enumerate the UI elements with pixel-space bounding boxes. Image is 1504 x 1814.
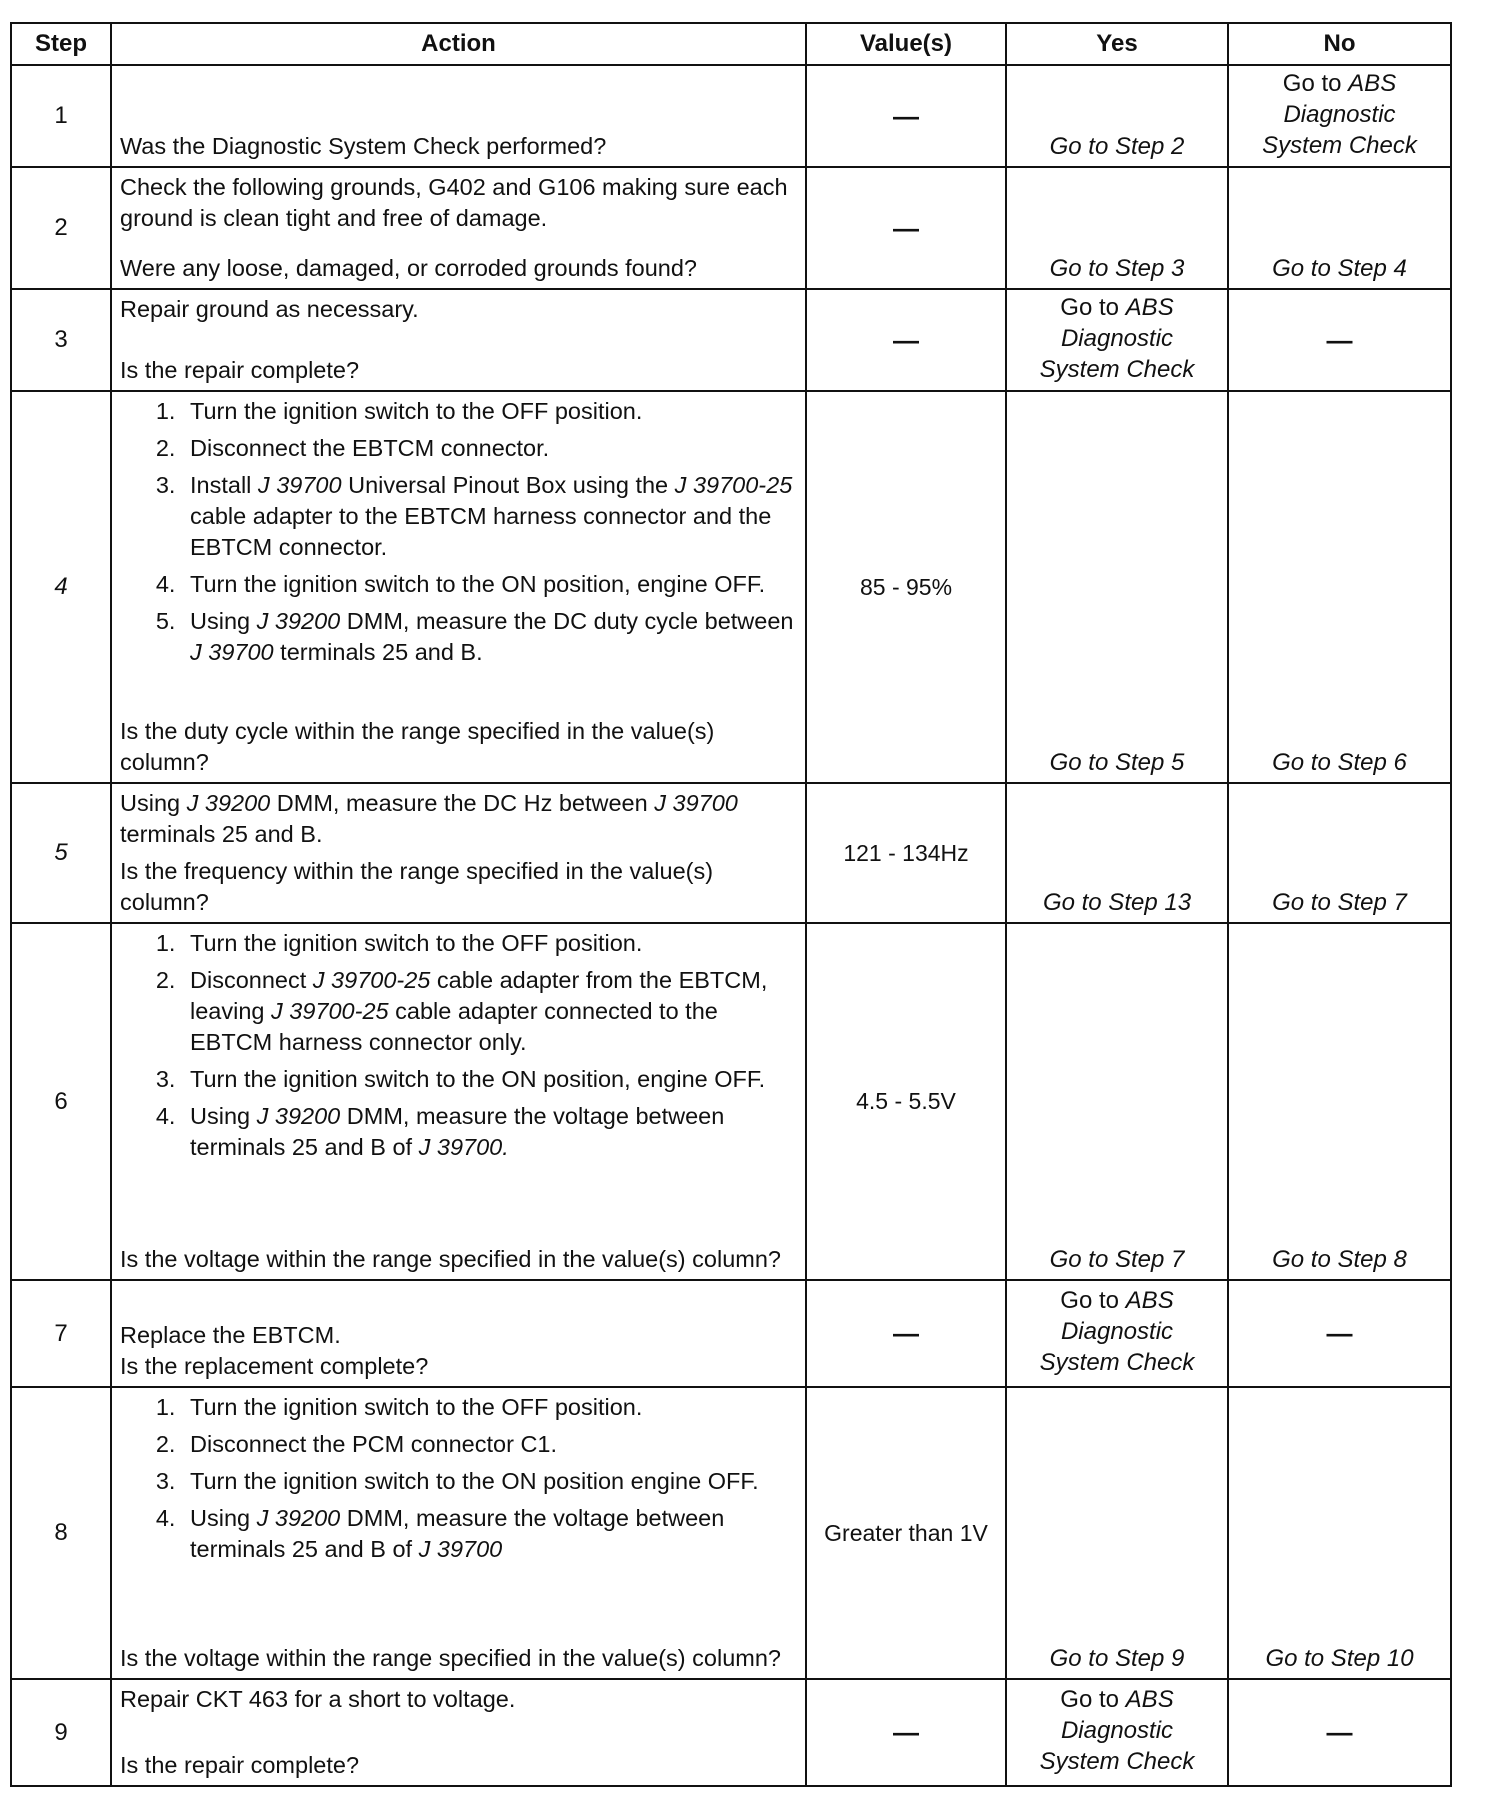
yes-cell: Go to Step 5 bbox=[1006, 391, 1228, 783]
action-question: Is the replacement complete? bbox=[120, 1353, 429, 1379]
yes-cell: Go to Step 9 bbox=[1006, 1387, 1228, 1679]
action-cell bbox=[111, 167, 806, 289]
no-cell: Go to Step 7 bbox=[1228, 783, 1451, 923]
value-cell: — bbox=[806, 289, 1006, 391]
table-row bbox=[11, 1280, 1451, 1387]
header-action: Action bbox=[111, 23, 806, 65]
action-question: Is the frequency within the range specified in the value(s) column? bbox=[120, 858, 714, 915]
no-cell: Go to Step 6 bbox=[1228, 391, 1451, 783]
header-step: Step bbox=[11, 23, 111, 65]
list-item: 3. Turn the ignition switch to the ON position, engine OFF. bbox=[182, 1064, 797, 1095]
list-item: 5. Using J 39200 DMM, measure the DC duty cycle between J 39700 terminals 25 and B. bbox=[182, 606, 797, 668]
value-dash: — bbox=[893, 100, 919, 131]
step-number: 9 bbox=[11, 1679, 111, 1786]
action-cell bbox=[111, 391, 806, 783]
list-item: 3. Install J 39700 Universal Pinout Box using the J 39700-25 cable adapter to the EBTCM harness connector and the EBTCM connector. bbox=[182, 470, 797, 563]
table-row bbox=[11, 783, 1451, 923]
list-item: 3. Turn the ignition switch to the ON position engine OFF. bbox=[182, 1466, 797, 1497]
diagnostic-table bbox=[10, 22, 1452, 1787]
no-cell: Go to ABS Diagnostic System Check bbox=[1228, 65, 1451, 167]
action-instruction: Replace the EBTCM. bbox=[120, 1322, 341, 1348]
action-question: Is the voltage within the range specified in the value(s) column? bbox=[120, 1246, 781, 1272]
value-cell bbox=[806, 65, 1006, 167]
step-number: 7 bbox=[11, 1280, 111, 1387]
list-item: 4. Using J 39200 DMM, measure the voltage between terminals 25 and B of J 39700. bbox=[182, 1101, 797, 1163]
value-cell: 85 - 95% bbox=[806, 391, 1006, 783]
table-row bbox=[11, 923, 1451, 1280]
no-cell: Go to Step 4 bbox=[1228, 167, 1451, 289]
action-cell bbox=[111, 65, 806, 167]
step-number: 3 bbox=[11, 289, 111, 391]
action-instruction: Using J 39200 DMM, measure the DC Hz between J 39700 terminals 25 and B. bbox=[120, 790, 738, 847]
no-cell: — bbox=[1228, 289, 1451, 391]
action-instruction: Repair CKT 463 for a short to voltage. bbox=[120, 1686, 516, 1712]
action-question: Is the voltage within the range specified in the value(s) column? bbox=[120, 1645, 781, 1671]
value-cell: 121 - 134Hz bbox=[806, 783, 1006, 923]
table-row bbox=[11, 167, 1451, 289]
list-item: 2. Disconnect the PCM connector C1. bbox=[182, 1429, 797, 1460]
table-row bbox=[11, 65, 1451, 167]
action-cell bbox=[111, 1280, 806, 1387]
no-cell: Go to Step 8 bbox=[1228, 923, 1451, 1280]
list-item: 4. Using J 39200 DMM, measure the voltage between terminals 25 and B of J 39700 bbox=[182, 1503, 797, 1565]
action-question: Is the repair complete? bbox=[120, 1752, 360, 1778]
yes-cell: Go to Step 7 bbox=[1006, 923, 1228, 1280]
action-cell bbox=[111, 1679, 806, 1786]
action-question: Is the repair complete? bbox=[120, 357, 360, 383]
step-number: 5 bbox=[11, 783, 111, 923]
step-number: 8 bbox=[11, 1387, 111, 1679]
action-question: Were any loose, damaged, or corroded grounds found? bbox=[120, 255, 697, 281]
list-item: 2. Disconnect the EBTCM connector. bbox=[182, 433, 797, 464]
header-no: No bbox=[1228, 23, 1451, 65]
table-row bbox=[11, 1387, 1451, 1679]
yes-cell: Go to ABS Diagnostic System Check bbox=[1006, 289, 1228, 391]
action-list bbox=[120, 1392, 797, 1571]
step-number: 2 bbox=[11, 167, 111, 289]
list-item: 1. Turn the ignition switch to the OFF position. bbox=[182, 928, 797, 959]
table-row bbox=[11, 391, 1451, 783]
value-cell: 4.5 - 5.5V bbox=[806, 923, 1006, 1280]
diagnostic-table-page bbox=[10, 22, 1450, 1787]
step-number: 6 bbox=[11, 923, 111, 1280]
value-cell: — bbox=[806, 1280, 1006, 1387]
yes-cell: Go to Step 3 bbox=[1006, 167, 1228, 289]
list-item: 1. Turn the ignition switch to the OFF position. bbox=[182, 396, 797, 427]
yes-cell: Go to Step 2 bbox=[1006, 65, 1228, 167]
action-instruction: Check the following grounds, G402 and G106 making sure each ground is clean tight and free of damage. bbox=[120, 174, 788, 231]
step-number: 1 bbox=[11, 65, 111, 167]
list-item: 4. Turn the ignition switch to the ON position, engine OFF. bbox=[182, 569, 797, 600]
yes-cell: Go to ABS Diagnostic System Check bbox=[1006, 1679, 1228, 1786]
table-row bbox=[11, 289, 1451, 391]
no-cell: — bbox=[1228, 1280, 1451, 1387]
action-list bbox=[120, 928, 797, 1169]
header-yes: Yes bbox=[1006, 23, 1228, 65]
value-cell: — bbox=[806, 1679, 1006, 1786]
action-question: Was the Diagnostic System Check performed? bbox=[120, 133, 607, 159]
yes-cell: Go to Step 13 bbox=[1006, 783, 1228, 923]
value-cell: Greater than 1V bbox=[806, 1387, 1006, 1679]
value-cell: — bbox=[806, 167, 1006, 289]
step-number: 4 bbox=[11, 391, 111, 783]
yes-cell: Go to ABS Diagnostic System Check bbox=[1006, 1280, 1228, 1387]
action-cell bbox=[111, 1387, 806, 1679]
action-instruction: Repair ground as necessary. bbox=[120, 296, 419, 322]
action-list bbox=[120, 396, 797, 674]
header-values: Value(s) bbox=[806, 23, 1006, 65]
list-item: 1. Turn the ignition switch to the OFF position. bbox=[182, 1392, 797, 1423]
no-cell: — bbox=[1228, 1679, 1451, 1786]
list-item: 2. Disconnect J 39700-25 cable adapter from the EBTCM, leaving J 39700-25 cable adapter connected to the EBTCM harness connector only. bbox=[182, 965, 797, 1058]
action-cell bbox=[111, 923, 806, 1280]
action-cell bbox=[111, 289, 806, 391]
no-cell: Go to Step 10 bbox=[1228, 1387, 1451, 1679]
action-question: Is the duty cycle within the range specified in the value(s) column? bbox=[120, 718, 715, 775]
header-row bbox=[11, 23, 1451, 65]
action-cell bbox=[111, 783, 806, 923]
table-row bbox=[11, 1679, 1451, 1786]
